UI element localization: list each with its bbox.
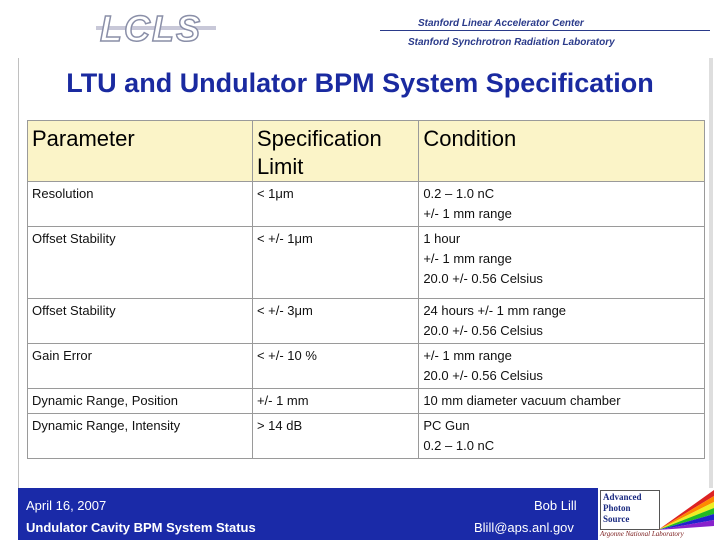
aps-logo-line-1: Advanced bbox=[603, 492, 642, 502]
aps-logo-subtitle: Argonne National Laboratory bbox=[600, 530, 684, 538]
table-row bbox=[28, 227, 705, 299]
cell-parameter: Dynamic Range, Position bbox=[28, 389, 253, 414]
slide-title: LTU and Undulator BPM System Specification bbox=[66, 68, 654, 98]
cell-condition: 0.2 – 1.0 nC +/- 1 mm range bbox=[419, 182, 705, 227]
org-divider bbox=[380, 30, 710, 31]
cell-limit: < +/- 1μm bbox=[252, 227, 418, 299]
cell-parameter: Resolution bbox=[28, 182, 253, 227]
cell-parameter: Offset Stability bbox=[28, 227, 253, 299]
footer-author: Bob Lill bbox=[534, 498, 577, 513]
table-row bbox=[28, 344, 705, 389]
footer-email: Blill@aps.anl.gov bbox=[474, 520, 574, 535]
cell-parameter: Offset Stability bbox=[28, 299, 253, 344]
cell-condition: 1 hour +/- 1 mm range 20.0 +/- 0.56 Celsius bbox=[419, 227, 705, 299]
footer-presentation-title: Undulator Cavity BPM System Status bbox=[26, 520, 256, 535]
org-name-slac: Stanford Linear Accelerator Center bbox=[418, 18, 584, 29]
cell-limit: < 1μm bbox=[252, 182, 418, 227]
cell-limit: < +/- 10 % bbox=[252, 344, 418, 389]
cell-condition: +/- 1 mm range 20.0 +/- 0.56 Celsius bbox=[419, 344, 705, 389]
column-header-limit: Specification Limit bbox=[252, 121, 418, 182]
header-banner bbox=[0, 0, 720, 58]
cell-condition: 10 mm diameter vacuum chamber bbox=[419, 389, 705, 414]
lcls-logo: LCLS bbox=[100, 8, 202, 49]
table-row bbox=[28, 389, 705, 414]
cell-limit: > 14 dB bbox=[252, 414, 418, 459]
column-header-condition: Condition bbox=[419, 121, 705, 182]
spec-table bbox=[27, 120, 705, 459]
footer-date: April 16, 2007 bbox=[26, 498, 107, 513]
cell-limit: +/- 1 mm bbox=[252, 389, 418, 414]
cell-condition: PC Gun 0.2 – 1.0 nC bbox=[419, 414, 705, 459]
aps-logo-line-3: Source bbox=[603, 514, 630, 524]
cell-limit: < +/- 3μm bbox=[252, 299, 418, 344]
table-row bbox=[28, 414, 705, 459]
org-name-ssrl: Stanford Synchrotron Radiation Laboratory bbox=[408, 37, 615, 48]
column-header-parameter: Parameter bbox=[28, 121, 253, 182]
cell-parameter: Dynamic Range, Intensity bbox=[28, 414, 253, 459]
aps-rainbow-icon bbox=[658, 490, 714, 530]
cell-parameter: Gain Error bbox=[28, 344, 253, 389]
cell-condition: 24 hours +/- 1 mm range 20.0 +/- 0.56 Celsius bbox=[419, 299, 705, 344]
aps-logo-line-2: Photon bbox=[603, 503, 631, 513]
table-row bbox=[28, 299, 705, 344]
table-row bbox=[28, 182, 705, 227]
table-header-row bbox=[28, 121, 705, 182]
